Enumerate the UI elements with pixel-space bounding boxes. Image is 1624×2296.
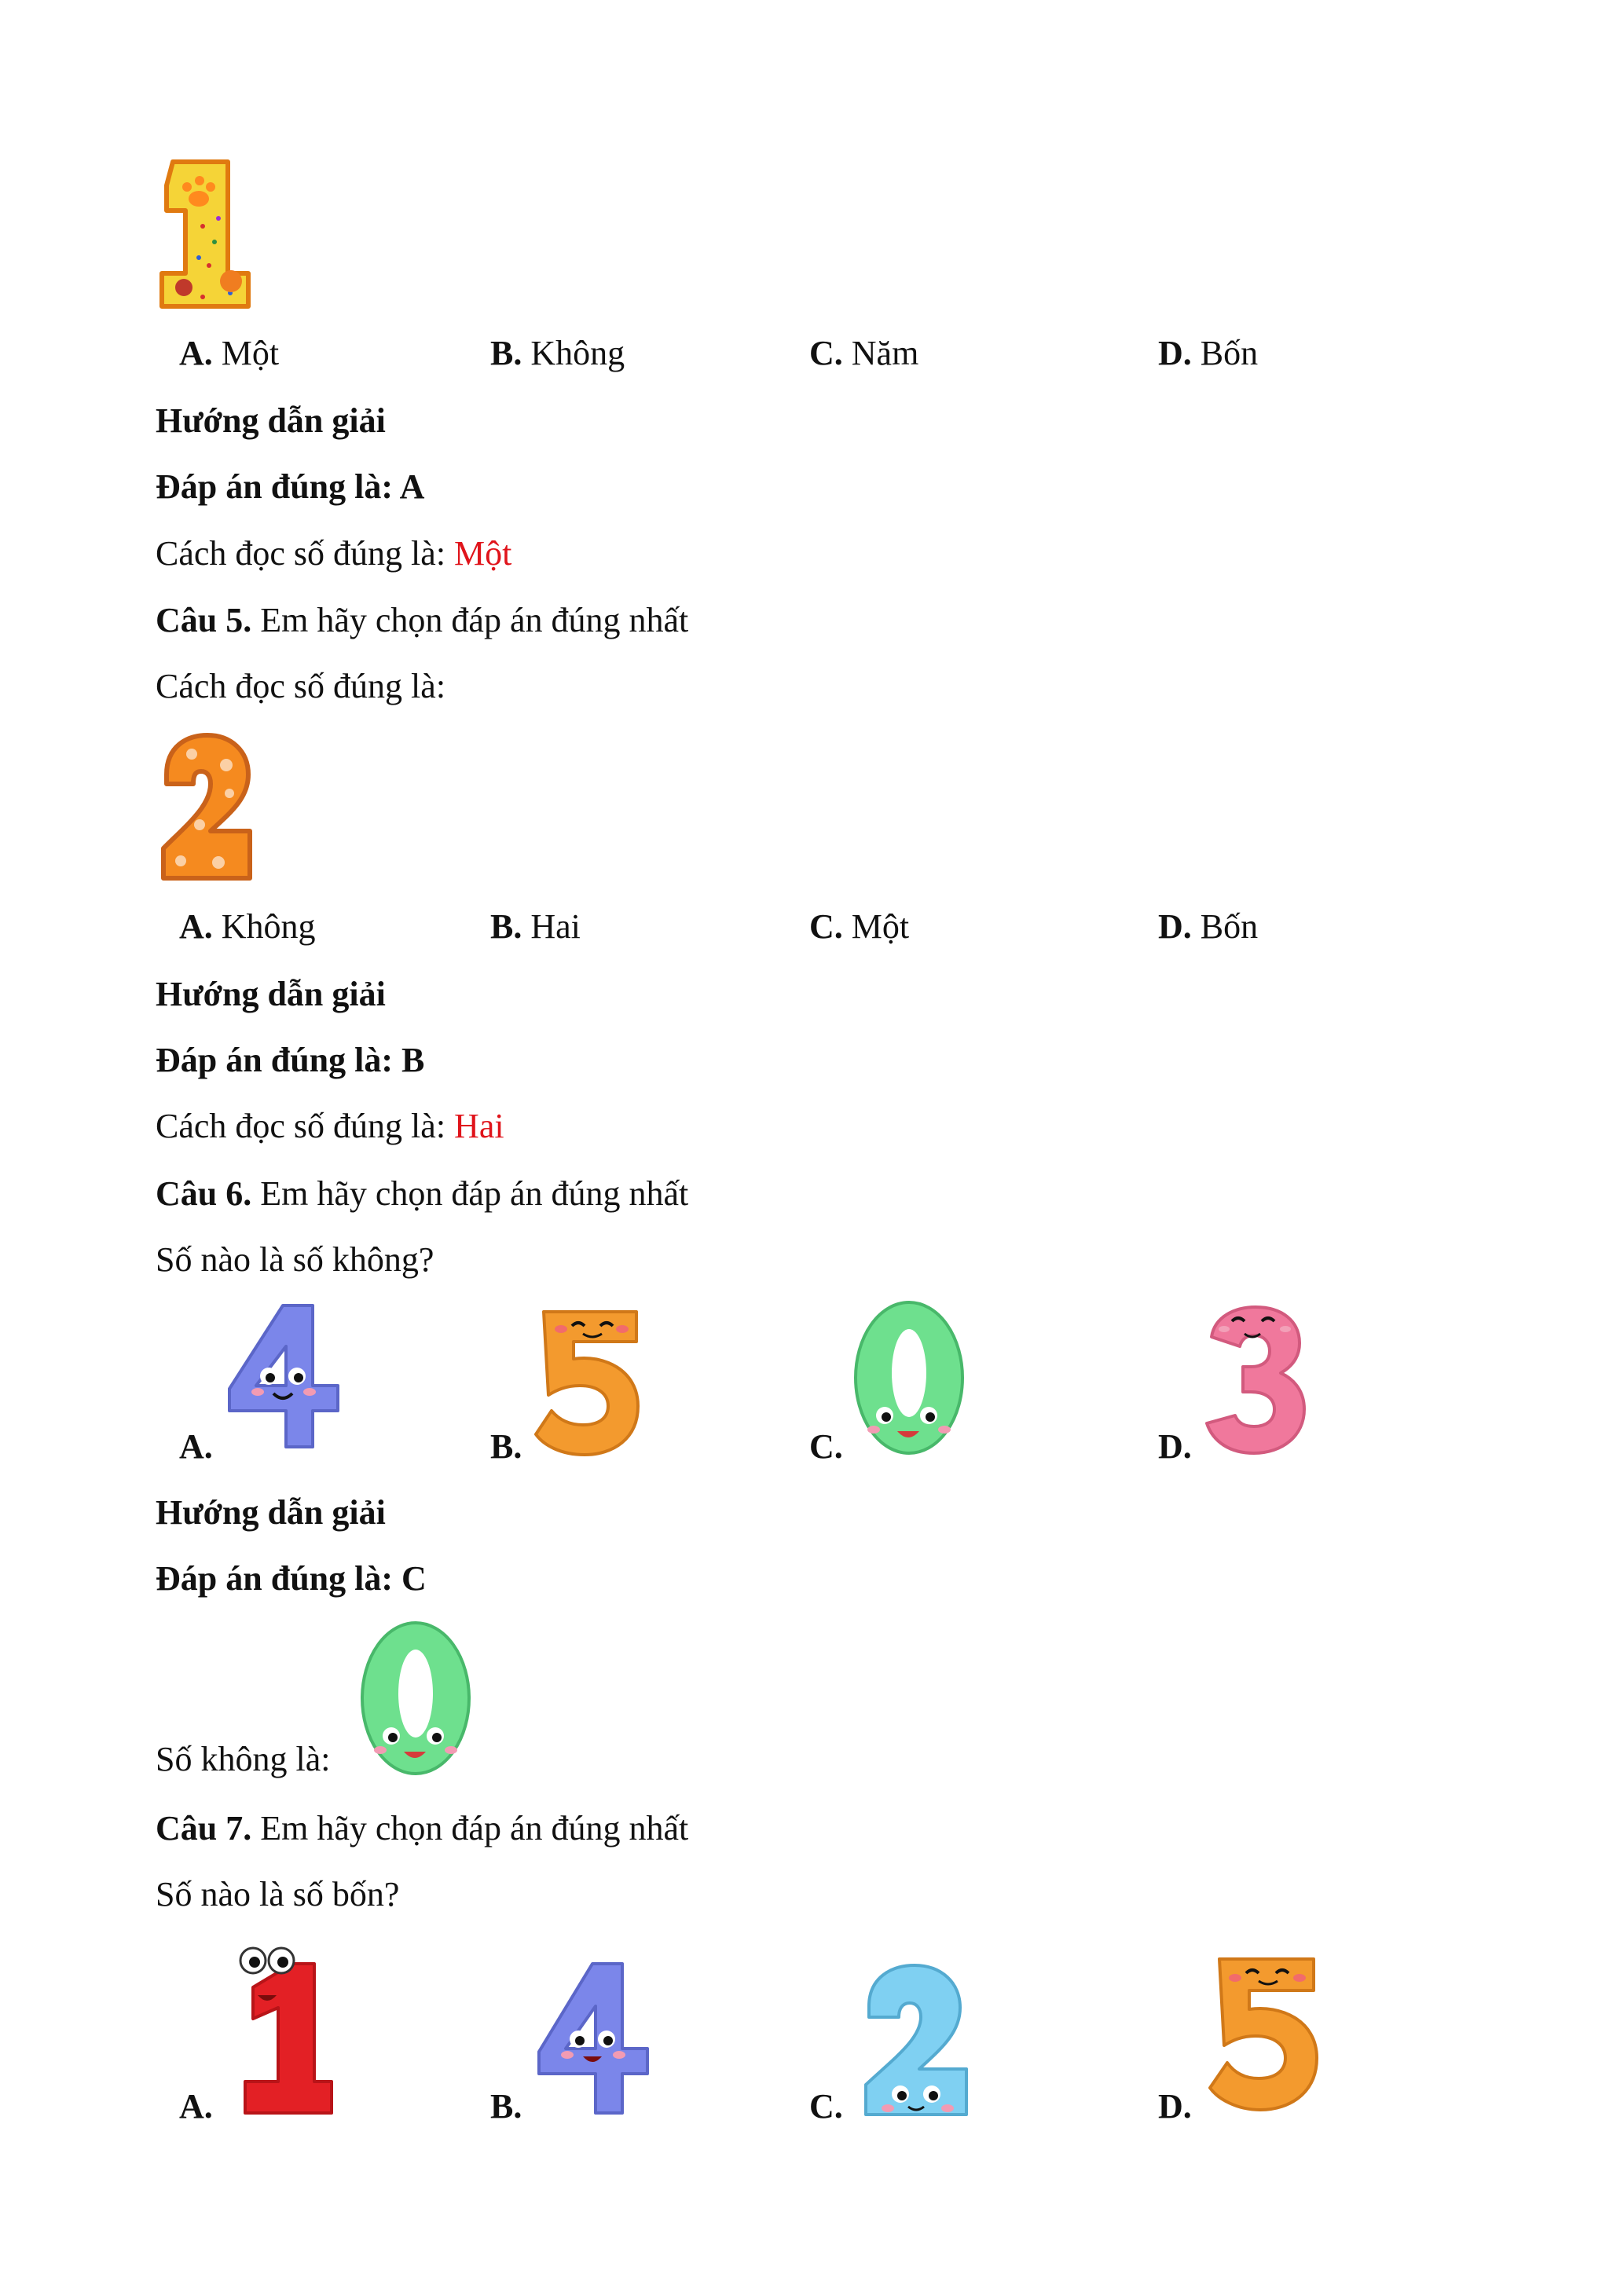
q4-explanation-value: Một (454, 534, 512, 573)
q6-explanation-zero-image (357, 1618, 475, 1779)
q4-option-a[interactable]: A. Một (179, 334, 280, 372)
q4-answer: Đáp án đúng là: A (156, 467, 425, 506)
q6-option-d-number-three-image[interactable] (1201, 1298, 1311, 1459)
q6-option-a-number-four-image[interactable] (222, 1298, 347, 1455)
q7-option-d[interactable]: D. (1158, 2087, 1192, 2126)
q7-prompt: Số nào là số bốn? (156, 1875, 400, 1913)
q5-explanation: Cách đọc số đúng là: Hai (156, 1107, 504, 1145)
q7-option-c-number-two-image[interactable] (856, 1959, 982, 2124)
q6-option-c[interactable]: C. (809, 1427, 843, 1466)
q7-option-c[interactable]: C. (809, 2087, 843, 2126)
q4-option-b[interactable]: B. Không (490, 334, 625, 372)
q6-title: Câu 6. Em hãy chọn đáp án đúng nhất (156, 1174, 689, 1213)
q6-option-d[interactable]: D. (1158, 1427, 1192, 1466)
q5-option-c[interactable]: C. Một (809, 907, 910, 946)
q5-option-d[interactable]: D. Bốn (1158, 907, 1259, 946)
q5-explanation-value: Hai (454, 1107, 504, 1145)
q7-option-a-number-one-image[interactable] (222, 1940, 339, 2121)
q5-answer: Đáp án đúng là: B (156, 1041, 425, 1079)
q5-title: Câu 5. Em hãy chọn đáp án đúng nhất (156, 601, 689, 639)
q4-explanation: Cách đọc số đúng là: Một (156, 534, 512, 573)
q6-explanation: Số không là: (156, 1740, 331, 1778)
q6-option-b-number-five-image[interactable] (528, 1298, 646, 1459)
q6-option-c-number-zero-image[interactable] (850, 1298, 968, 1459)
q4-guide-heading: Hướng dẫn giải (156, 401, 386, 440)
q4-option-c[interactable]: C. Năm (809, 334, 919, 372)
q6-option-a[interactable]: A. (179, 1427, 213, 1466)
q7-option-b-number-four-image[interactable] (531, 1956, 657, 2121)
q7-title: Câu 7. Em hãy chọn đáp án đúng nhất (156, 1809, 689, 1847)
number-two-polka-dot-image (156, 731, 258, 884)
q7-option-b[interactable]: B. (490, 2087, 522, 2126)
q5-prompt: Cách đọc số đúng là: (156, 667, 446, 705)
q6-answer: Đáp án đúng là: C (156, 1559, 427, 1598)
q5-option-b[interactable]: B. Hai (490, 907, 581, 946)
q4-option-d[interactable]: D. Bốn (1158, 334, 1259, 372)
q5-option-a[interactable]: A. Không (179, 907, 316, 946)
number-one-decorated-image (156, 156, 258, 313)
q6-guide-heading: Hướng dẫn giải (156, 1493, 386, 1532)
q7-option-a[interactable]: A. (179, 2087, 213, 2126)
q6-option-b[interactable]: B. (490, 1427, 522, 1466)
q5-guide-heading: Hướng dẫn giải (156, 975, 386, 1013)
q7-option-d-number-five-image[interactable] (1202, 1943, 1324, 2116)
q6-prompt: Số nào là số không? (156, 1240, 434, 1279)
